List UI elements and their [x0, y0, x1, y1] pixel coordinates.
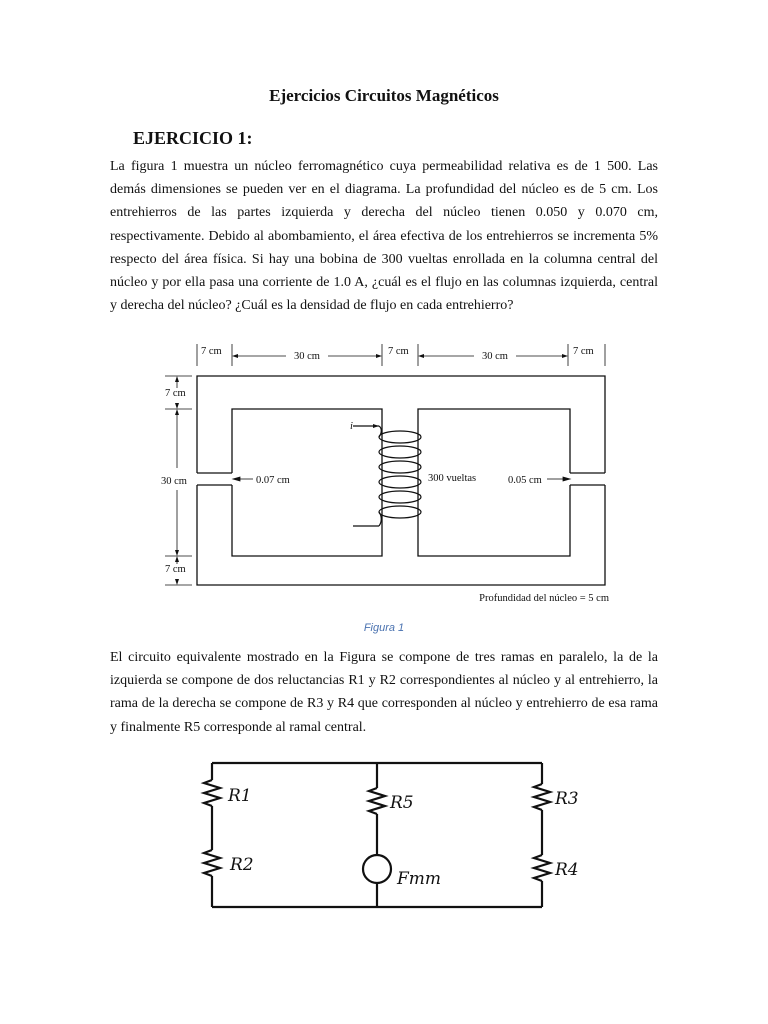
r5-resistor — [369, 788, 385, 814]
core-depth-label: Profundidad del núcleo = 5 cm — [479, 593, 609, 604]
mmf-label: Fmm — [397, 869, 442, 889]
r3-label: R3 — [555, 789, 579, 809]
gap-right-label: 0.05 cm — [508, 475, 542, 486]
dim-top-mid-right: 30 cm — [482, 351, 508, 362]
dim-left-top: 7 cm — [165, 388, 186, 399]
r1-resistor — [204, 780, 220, 806]
magnetic-core-figure — [0, 338, 768, 613]
equivalent-circuit-figure — [0, 750, 768, 915]
r5-label: R5 — [390, 793, 414, 813]
circuit-description: El circuito equivalente mostrado en la Figura se compone de tres ramas en paralelo, la de la izquierda se compone de dos reluctancias R1 y R2 correspondientes al núcleo y al entrehierro, la rama de la derecha se compone de R3 y R4 que corresponden al núcleo y entrehierro de esa rama y finalmente R5 corresponde al ramal central. — [110, 650, 658, 735]
r4-label: R4 — [555, 860, 579, 880]
dim-top-right: 7 cm — [573, 346, 594, 357]
current-label: i — [350, 421, 353, 432]
coil-winding — [353, 426, 421, 526]
figure-caption: Figura 1 — [363, 622, 405, 634]
r2-resistor — [204, 850, 220, 876]
r1-label: R1 — [228, 786, 252, 806]
r2-label: R2 — [230, 855, 254, 875]
dim-top-left: 7 cm — [201, 346, 222, 357]
circuit-wires — [204, 763, 550, 907]
r4-resistor — [534, 855, 550, 881]
gap-left-label: 0.07 cm — [256, 475, 290, 486]
dim-left-mid: 30 cm — [161, 476, 187, 487]
document-title: Ejercicios Circuitos Magnéticos — [269, 86, 499, 105]
dim-left-bottom: 7 cm — [165, 564, 186, 575]
dim-top-center: 7 cm — [388, 346, 409, 357]
r3-resistor — [534, 784, 550, 810]
current-arrow — [373, 424, 379, 428]
exercise-heading: EJERCICIO 1: — [133, 128, 253, 148]
mmf-source-icon — [363, 855, 391, 883]
turns-label: 300 vueltas — [428, 473, 477, 484]
problem-statement: La figura 1 muestra un núcleo ferromagnético cuya permeabilidad relativa es de 1 500. Las demás dimensiones se pueden ver en el diagrama. La profundidad del núcleo es de 5 cm. Los entrehierros de las partes izquierda y derecha del núcleo tienen 0.050 y 0.070 cm, respectivamente. Debido al abombamiento, el área efectiva de los entrehierros se incrementa 5% respecto del área física. Si hay una bobina de 300 vueltas enrollada en la columna central del núcleo y por ella pasa una corriente de 1.0 A, ¿cuál es el flujo en las columnas izquierda, central y derecha del núcleo? ¿Cuál es la densidad de flujo en cada entrehierro? — [110, 159, 658, 314]
dim-top-mid-left: 30 cm — [294, 351, 320, 362]
